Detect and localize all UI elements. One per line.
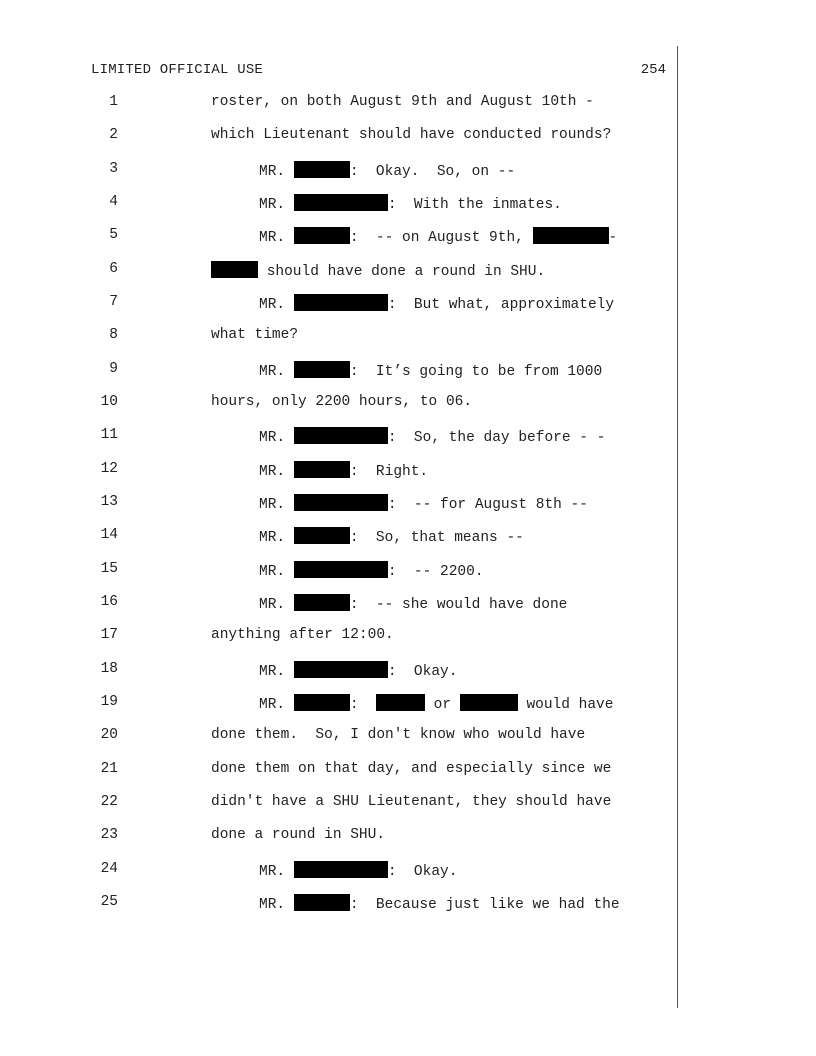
speaker-prefix: MR. [259,897,286,913]
line-text: : With the inmates. [387,197,562,213]
line-text: : Because just like we had the [349,897,620,913]
line-text: : So, that means -- [349,530,524,546]
line-text: - [608,230,618,246]
speaker-prefix: MR. [259,597,286,613]
transcript-line [0,127,680,147]
redaction-block [294,694,350,711]
line-text: didn't have a SHU Lieutenant, they should have [211,794,612,810]
transcript-line [0,894,680,914]
transcript-line [0,827,680,847]
classification-header: LIMITED OFFICIAL USE [91,62,264,78]
line-text: : But what, approximately [387,297,615,313]
transcript-line [0,261,680,281]
redaction-block [294,861,388,878]
speaker-prefix: MR. [259,664,286,680]
transcript-line [0,527,680,547]
transcript-line [0,727,680,747]
speaker-prefix: MR. [259,697,286,713]
line-number: 18 [100,661,118,677]
line-text: hours, only 2200 hours, to 06. [211,394,473,410]
line-text: : Right. [349,464,429,480]
speaker-prefix: MR. [259,530,286,546]
line-number: 17 [100,627,118,643]
transcript-line [0,327,680,347]
line-number: 2 [109,127,118,143]
redaction-block [376,694,425,711]
redaction-block [533,227,609,244]
redaction-block [294,427,388,444]
redaction-block [294,194,388,211]
transcript-line [0,161,680,181]
speaker-prefix: MR. [259,197,286,213]
transcript-line [0,794,680,814]
page-number: 254 [640,62,666,78]
transcript-line [0,494,680,514]
speaker-prefix: MR. [259,464,286,480]
redaction-block [294,294,388,311]
line-number: 6 [109,261,118,277]
transcript-line [0,227,680,247]
line-number: 14 [100,527,118,543]
speaker-prefix: MR. [259,230,286,246]
redaction-block [294,361,350,378]
speaker-prefix: MR. [259,297,286,313]
redaction-block [294,594,350,611]
line-text: roster, on both August 9th and August 10th - [211,94,594,110]
redaction-block [294,527,350,544]
line-text: : -- she would have done [349,597,568,613]
speaker-prefix: MR. [259,364,286,380]
line-number: 23 [100,827,118,843]
line-text: : So, the day before - - [387,430,606,446]
redaction-block [294,561,388,578]
line-text: : -- 2200. [387,564,484,580]
line-text: : It’s going to be from 1000 [349,364,603,380]
redaction-block [294,494,388,511]
redaction-block [294,161,350,178]
redaction-block [294,894,350,911]
line-text: done them. So, I don't know who would have [211,727,586,743]
line-number: 13 [100,494,118,510]
transcript-line [0,561,680,581]
redaction-block [211,261,258,278]
transcript-line [0,194,680,214]
line-number: 25 [100,894,118,910]
line-number: 15 [100,561,118,577]
transcript-line [0,94,680,114]
speaker-prefix: MR. [259,430,286,446]
line-text: should have done a round in SHU. [258,264,546,280]
line-number: 7 [109,294,118,310]
speaker-prefix: MR. [259,164,286,180]
speaker-prefix: MR. [259,564,286,580]
transcript-line [0,661,680,681]
line-number: 8 [109,327,118,343]
line-text: which Lieutenant should have conducted rounds? [211,127,612,143]
line-number: 12 [100,461,118,477]
line-number: 19 [100,694,118,710]
transcript-line [0,427,680,447]
redaction-block [294,661,388,678]
line-text: : Okay. So, on -- [349,164,516,180]
line-text: : -- for August 8th -- [387,497,588,513]
line-text: done them on that day, and especially since we [211,761,612,777]
line-text: : Okay. [387,664,458,680]
transcript-line [0,694,680,714]
transcript-line [0,594,680,614]
line-text: : Okay. [387,864,458,880]
line-number: 10 [100,394,118,410]
line-text: would have [526,697,614,713]
redaction-block [294,227,350,244]
line-number: 22 [100,794,118,810]
line-text: : [349,697,359,713]
speaker-prefix: MR. [259,864,286,880]
redaction-block [294,461,350,478]
line-number: 16 [100,594,118,610]
redaction-block [460,694,518,711]
line-number: 9 [109,361,118,377]
line-number: 4 [109,194,118,210]
transcript-line [0,294,680,314]
transcript-line [0,861,680,881]
line-text: : -- on August 9th, [349,230,524,246]
line-text: done a round in SHU. [211,827,386,843]
line-number: 5 [109,227,118,243]
transcript-line [0,394,680,414]
line-number: 11 [100,427,118,443]
transcript-line [0,761,680,781]
line-number: 1 [109,94,118,110]
speaker-prefix: MR. [259,497,286,513]
line-text: anything after 12:00. [211,627,394,643]
line-number: 21 [100,761,118,777]
line-number: 20 [100,727,118,743]
transcript-line [0,627,680,647]
transcript-line [0,361,680,381]
transcript-line [0,461,680,481]
line-text: or [433,697,452,713]
line-number: 3 [109,161,118,177]
line-text: what time? [211,327,299,343]
line-number: 24 [100,861,118,877]
